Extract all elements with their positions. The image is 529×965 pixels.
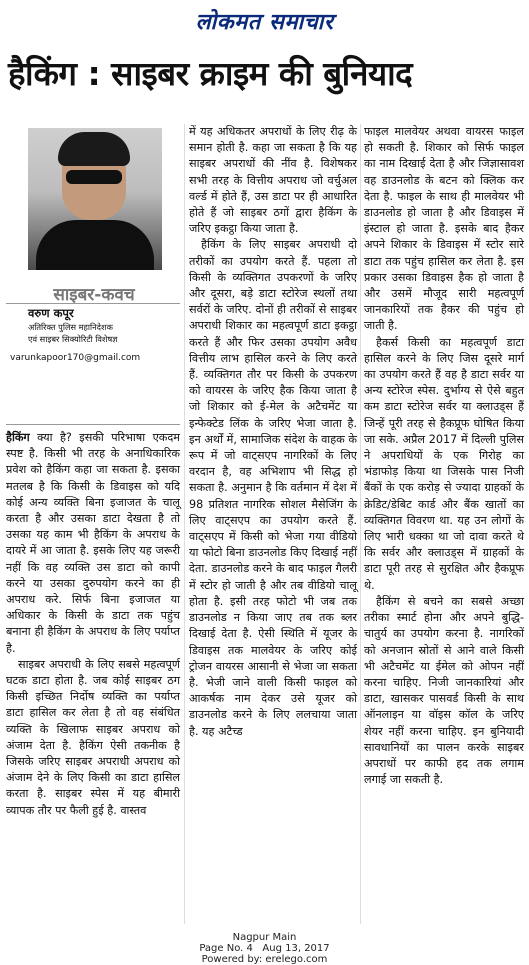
paragraph: हैकिंग से बचने का सबसे अच्छा तरीका स्मार्ट होना और अपने बुद्धि-चातुर्य का उपयोग करना है. नागरिकों को अनजान स्रोतों से आने वाले किसी भी अटैचमेंट या ईमेल को ओपन नहीं करना चाहिए. निजी जानकारियां और डाटा, खासकर पासवर्ड किसी के साथ ऑनलाइन या वॉइस कॉल के जरिए शेयर नहीं करना चाहिए. इन बुनियादी सावधानियों का पालन करके साइबर अपराधों पर काफी हद तक लगाम लगाई जा सकती है. bbox=[364, 594, 524, 787]
column-name: साइबर-कवच bbox=[53, 285, 135, 305]
photo-body bbox=[36, 220, 154, 270]
author-block bbox=[10, 306, 178, 363]
column-divider-1 bbox=[184, 124, 185, 924]
paragraph: साइबर अपराधी के लिए सबसे महत्वपूर्ण घटक डाटा होता है. जब कोई साइबर ठग किसी इच्छित निर्दोष व्यक्ति का पर्याप्त डाटा हासिल कर लेता है तो वह संबंधित व्यक्ति के खिलाफ साइबर अपराध को अंजाम देता है. हैकिंग ऐसी तकनीक है जिसके जरिए साइबर अपराधी अपराध को अंजाम देने के लिए किसी का डाटा हासिल करता है. साइबर स्पेस में यह बीमारी व्यापक तौर पर फैली हुई है. वास्तव bbox=[6, 657, 180, 817]
author-designation-1: अतिरिक्त पुलिस महानिदेशक bbox=[28, 322, 113, 332]
divider-top bbox=[6, 303, 180, 304]
paragraph: फाइल मालवेयर अथवा वायरस फाइल हो सकती है. शिकार को सिर्फ फाइल का नाम दिखाई देता है और जिज्ञासावश वह डाउनलोड के बटन को क्लिक कर देता है. फाइल के साथ ही मालवेयर भी डाउनलोड हो जाता है और डिवाइस में इंस्टाल हो जाता है. इसके बाद हैकर अपने शिकार के डिवाइस में स्टोर सारे डाटा तक पहुंच हासिल कर लेता है. इस प्रकार उसका डिवाइस हैक हो जाता है और उसमें मौजूद सारी महत्वपूर्ण जानकारियों तक हैकर की पहुंच हो जाती है. bbox=[364, 125, 524, 333]
photo-hair bbox=[58, 132, 130, 166]
masthead bbox=[0, 0, 529, 44]
article-column-1 bbox=[6, 430, 180, 819]
lead-word: हैकिंग bbox=[6, 431, 30, 444]
column-divider-2 bbox=[360, 124, 361, 924]
article-headline: हैकिंग : साइबर क्राइम की बुनियाद bbox=[8, 54, 413, 93]
author-photo bbox=[28, 128, 162, 270]
article-column-3 bbox=[364, 124, 524, 788]
paragraph: हैकर्स किसी का महत्वपूर्ण डाटा हासिल करने के लिए जिस दूसरे मार्ग का उपयोग करते हैं वह है डाटा सर्वर या अन्य स्टोरेज स्पेस. दुर्भाग्य से ऐसे बहुत कम डाटा स्टोरेज सर्वर या क्लाउड्स हैं जिन्हें पूरी तरह से हैकप्रूफ घोषित किया जा सके. अप्रैल 2017 में दिल्ली पुलिस ने अपराधियों के एक गिरोह का भंडाफोड़ किया था जिसके पास निजी बैंकों के एक करोड़ से ज्यादा ग्राहकों के क्रेडिट/डेबिट कार्ड और बैंक खातों का व्यक्तिगत विवरण था. यह उन लोगों के लिए भारी धक्का था जो दावा करते थे कि सर्वर और क्लाउड्स में ग्राहकों के डाटा पूरी तरह से सुरक्षित और हैकप्रूफ थे. bbox=[364, 335, 524, 592]
paragraph: में यह अधिकतर अपराधों के लिए रीढ़ के समान होती है. कहा जा सकता है कि यह साइबर अपराधों की नींव है. विशेषकर सभी तरह के वित्तीय अपराध जो वर्चुअल वर्ल्ड में होते हैं, उस डाटा पर ही आधारित होते हैं जो साइबर ठगों द्वारा हैकिंग के जरिए इकट्ठा किया जाता है. bbox=[189, 125, 357, 236]
article-column-2 bbox=[189, 124, 357, 740]
author-name: वरुण कपूर bbox=[28, 306, 74, 320]
divider-bottom bbox=[6, 424, 180, 425]
footer-powered-by: Powered by: erelego.com bbox=[201, 954, 328, 965]
newspaper-logo: लोकमत समाचार bbox=[195, 9, 334, 35]
footer-page-date: Page No. 4 Aug 13, 2017 bbox=[199, 943, 330, 954]
author-email: varunkapoor170@gmail.com bbox=[10, 353, 141, 363]
author-designation-2: एवं साइबर सिक्योरिटी विशेषज्ञ bbox=[28, 334, 118, 344]
footer-edition: Nagpur Main bbox=[232, 932, 297, 943]
photo-glasses bbox=[66, 170, 122, 184]
paragraph: हैकिंग क्या है? इसकी परिभाषा एकदम स्पष्ट है. किसी भी तरह के अनाधिकारिक प्रवेश को हैकिंग कहा जा सकता है. इसका मतलब है कि किसी के डिवाइस को यदि कोई अन्य व्यक्ति बिना इजाजत के चालू करता है और उसका डाटा देखता है तो उसका यह काम भी हैकिंग के अपराध के दायरे में आ जाता है. इसके लिए यह जरूरी नहीं कि वह व्यक्ति उस डाटा को कापी करने या उसका दुरुपयोग करने का ही अपराध करे. सिर्फ बिना इजाजत या अधिकार के किसी के डाटा तक पहुंच बनाना ही हैकिंग के अपराध के लिए पर्याप्त है. bbox=[6, 431, 180, 655]
paragraph: हैकिंग के लिए साइबर अपराधी दो तरीकों का उपयोग करते हैं. पहला तो किसी के व्यक्तिगत उपकरणों के जरिए और दूसरा, बड़े डाटा स्टोरेज स्थलों तथा सर्वरों के जरिए. दोनों ही तरीकों से साइबर अपराधी शिकार का महत्वपूर्ण डाटा इकट्ठा करते हैं और फिर उसका उपयोग अवैध वित्तीय लाभ हासिल करने के लिए करते हैं. व्यक्तिगत तौर पर किसी के उपकरण को वायरस के जरिए हैक किया जाता है जो शिकार को ई-मेल के अटैचमेंट या इन्फेक्टेड लिंक के जरिए भेजा जाता है. इन अर्थों में, सामाजिक संदेश के वाहक के रूप में जो वाट्सएप नागरिकों के लिए वरदान है, वह अभिशाप भी सिद्ध हो सकता है. अनुमान है कि वर्तमान में देश में 98 प्रतिशत नागरिक सोशल मैसेजिंग के लिए वाट्सएप का उपयोग करते हैं. वाट्सएप में किसी को भेजा गया वीडियो या फोटो बिना डाउनलोड किए दिखाई नहीं देता. डाउनलोड करने के बाद फाइल गैलरी में स्टोर हो जाती है और तब वीडियो चालू होता है. इसी तरह फोटो भी जब तक डाउनलोड न किया जाए तब तक ब्लर दिखाई देता है. ऐसी स्थिति में यूजर के डिवाइस तक मालवेयर के जरिए कोई ट्रोजन वायरस आसानी से भेजा जा सकता है. भेजी जाने वाली किसी फाइल को आकर्षक नाम देकर उसे यूजर को डाउनलोड करने के लिए ललचाया जाता है. यह अटैच्ड bbox=[189, 238, 357, 738]
page-footer bbox=[0, 932, 529, 965]
